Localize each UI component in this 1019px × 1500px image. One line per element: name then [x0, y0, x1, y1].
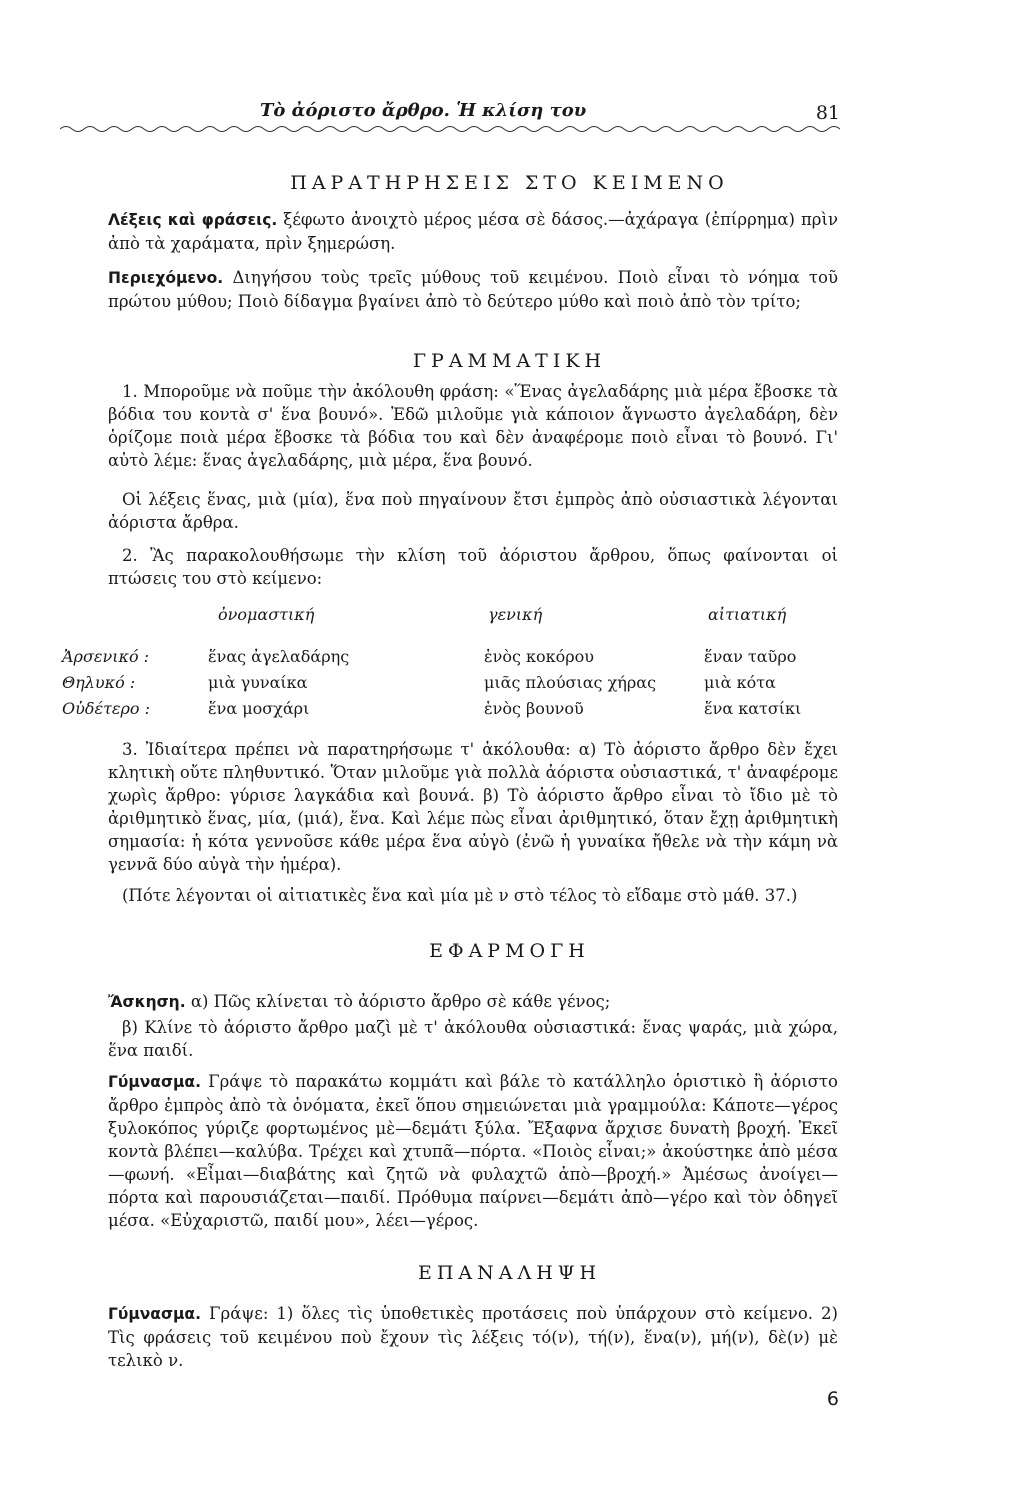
gender-cell: Θηλυκό : [62, 673, 136, 692]
gender-cell: Ἀρσενικό : [62, 647, 150, 666]
header-accusative: αἰτιατική [708, 605, 787, 624]
observations-heading: ΠΑΡΑΤΗΡΗΣΕΙΣ ΣΤΟ ΚΕΙΜΕΝΟ [290, 172, 729, 194]
nominative-cell: μιὰ γυναίκα [208, 673, 308, 692]
gymnasma-1 [108, 1070, 838, 1232]
content-paragraph [108, 266, 838, 313]
words-paragraph [108, 208, 838, 255]
exercise-paragraph [108, 990, 838, 1014]
wavy-rule [60, 124, 840, 134]
exercise-text: α) Πῶς κλίνεται τὸ ἀόριστο ἄρθρο σὲ κάθε γένος; [190, 992, 611, 1011]
grammar-point-3b: (Πότε λέγονται οἱ αἰτιατικὲς ἕνα καὶ μία μὲ ν στὸ τέλος τὸ εἴδαμε στὸ μάθ. 37.) [122, 886, 798, 905]
accusative-cell: ἕναν ταῦρο [704, 647, 797, 666]
exercise-lead: Ἄσκηση. [108, 993, 186, 1011]
gymnasma-2 [108, 1302, 838, 1372]
page-header [60, 100, 840, 140]
grammar-heading: ΓΡΑΜΜΑΤΙΚΗ [412, 350, 607, 372]
genitive-cell: ἑνὸς κοκόρου [484, 647, 595, 666]
running-title: Τὸ ἀόριστο ἄρθρο. Ἡ κλίση του [260, 100, 587, 121]
content-text: Διηγήσου τοὺς τρεῖς μύθους τοῦ κειμένου. Ποιὸ εἶναι τὸ νόημα τοῦ πρώτου μύθου; Ποιὸ δίδαγμα βγαίνει ἀπὸ τὸ δεύτερο μύθο καὶ ποιὸ ἀπὸ τὸν τρίτο; [108, 268, 839, 311]
sheet-number: 6 [826, 1388, 839, 1410]
accusative-cell: μιὰ κότα [704, 673, 776, 692]
grammar-point-1b: Οἱ λέξεις ἕνας, μιὰ (μία), ἕνα ποὺ πηγαίνουν ἔτσι ἐμπρὸς ἀπὸ οὐσιαστικὰ λέγονται ἀόριστα ἄρθρα. [108, 490, 838, 532]
table-row [62, 673, 838, 697]
table-row [62, 647, 838, 671]
accusative-cell: ἕνα κατσίκι [704, 699, 802, 718]
grammar-point-2: 2. Ἂς παρακολουθήσωμε τὴν κλίση τοῦ ἀόριστου ἄρθρου, ὅπως φαίνονται οἱ πτώσεις του στὸ κείμενο: [108, 546, 838, 588]
words-text: ξέφωτο ἀνοιχτὸ μέρος μέσα σὲ δάσος.—ἀχάραγα (ἐπίρρημα) πρὶν ἀπὸ τὰ χαράματα, πρὶν ξημερώση. [108, 210, 838, 253]
content-lead: Περιεχόμενο. [108, 269, 224, 287]
nominative-cell: ἕνας ἀγελαδάρης [208, 647, 350, 666]
grammar-point-3: 3. Ἰδιαίτερα πρέπει νὰ παρατηρήσωμε τ' ἀκόλουθα: α) Τὸ ἀόριστο ἄρθρο δὲν ἔχει κλητικὴ οὔτε πληθυντικό. Ὅταν μιλοῦμε γιὰ πολλὰ ἀόριστα οὐσιαστικά, τ' ἀναφέρομε χωρὶς ἄρθρο: γύρισε λαγκάδια καὶ βουνά. β) Τὸ ἀόριστο ἄρθρο εἶναι τὸ ἴδιο μὲ τὸ ἀριθμητικὸ ἕνας, μία, (μιά), ἕνα. Καὶ λέμε πὼς εἶναι ἀριθμητικό, ὅταν ἔχῃ ἀριθμητικὴ σημασία: ἡ κότα γεννοῦσε κάθε μέρα ἕνα αὐγὸ (ἐνῶ ἡ γυναίκα ἤθελε νὰ τὴν κάμη νὰ γεννᾶ δύο αὐγὰ τὴν ἡμέρα). [108, 740, 838, 874]
review-heading: ΕΠΑΝΑΛΗΨΗ [417, 1262, 602, 1284]
exercise-b: β) Κλίνε τὸ ἀόριστο ἄρθρο μαζὶ μὲ τ' ἀκόλουθα οὐσιαστικά: ἕνας ψαράς, μιὰ χώρα, ἕνα παιδί. [108, 1018, 838, 1060]
gymnasma-2-lead: Γύμνασμα. [108, 1305, 201, 1323]
gymnasma-2-text: Γράψε: 1) ὅλες τὶς ὑποθετικὲς προτάσεις ποὺ ὑπάρχουν στὸ κείμενο. 2) Τὶς φράσεις τοῦ κειμένου ποὺ ἔχουν τὶς λέξεις τό(ν), τή(ν), ἕνα(ν), μή(ν), δὲ(ν) μὲ τελικὸ ν. [108, 1304, 838, 1370]
words-lead: Λέξεις καὶ φράσεις. [108, 211, 278, 229]
genitive-cell: ἑνὸς βουνοῦ [484, 699, 584, 718]
page-number: 81 [815, 102, 840, 124]
nominative-cell: ἕνα μοσχάρι [208, 699, 310, 718]
application-heading: ΕΦΑΡΜΟΓΗ [429, 940, 590, 962]
table-row [62, 699, 838, 723]
header-genitive: γενική [488, 605, 543, 624]
genitive-cell: μιᾶς πλούσιας χήρας [484, 673, 657, 692]
gymnasma-1-lead: Γύμνασμα. [108, 1073, 201, 1091]
gymnasma-1-text: Γράψε τὸ παρακάτω κομμάτι καὶ βάλε τὸ κατάλληλο ὁριστικὸ ἢ ἀόριστο ἄρθρο ἐμπρὸς ἀπὸ τὰ ὀνόματα, ἐκεῖ ὅπου σημειώνεται μιὰ γραμμούλα: Κάποτε—γέρος ξυλοκόπος γύριζε φορτωμένος μὲ—δεμάτι ξύλα. Ἔξαφνα ἄρχισε δυνατὴ βροχή. Ἐκεῖ κοντὰ βλέπει—καλύβα. Τρέχει καὶ χτυπᾶ—πόρτα. «Ποιὸς εἶναι;» ἀκούστηκε ἀπὸ μέσα—φωνή. «Εἶμαι—διαβάτης καὶ ζητῶ νὰ φυλαχτῶ ἀπὸ—βροχή.» Ἀμέσως ἀνοίγει—πόρτα καὶ παρουσιάζεται—παιδί. Πρόθυμα παίρνει—δεμάτι ἀπὸ—γέρο καὶ τὸν ὁδηγεῖ μέσα. «Εὐχαριστῶ, παιδί μου», λέει—γέρος. [108, 1072, 838, 1230]
header-nominative: ὀνομαστική [218, 605, 315, 624]
grammar-point-1: 1. Μποροῦμε νὰ ποῦμε τὴν ἀκόλουθη φράση: «Ἕνας ἀγελαδάρης μιὰ μέρα ἔβοσκε τὰ βόδια του κοντὰ σ' ἕνα βουνό». Ἐδῶ μιλοῦμε γιὰ κάποιον ἄγνωστο ἀγελαδάρη, δὲν ὁρίζομε ποιὰ μέρα ἔβοσκε τὰ βόδια του καὶ δὲν ἀναφέρομε ποιὸ εἶναι τὸ βουνό. Γι' αὐτὸ λέμε: ἕνας ἀγελαδάρης, μιὰ μέρα, ἕνα βουνό. [108, 382, 838, 470]
gender-cell: Οὐδέτερο : [62, 699, 151, 718]
